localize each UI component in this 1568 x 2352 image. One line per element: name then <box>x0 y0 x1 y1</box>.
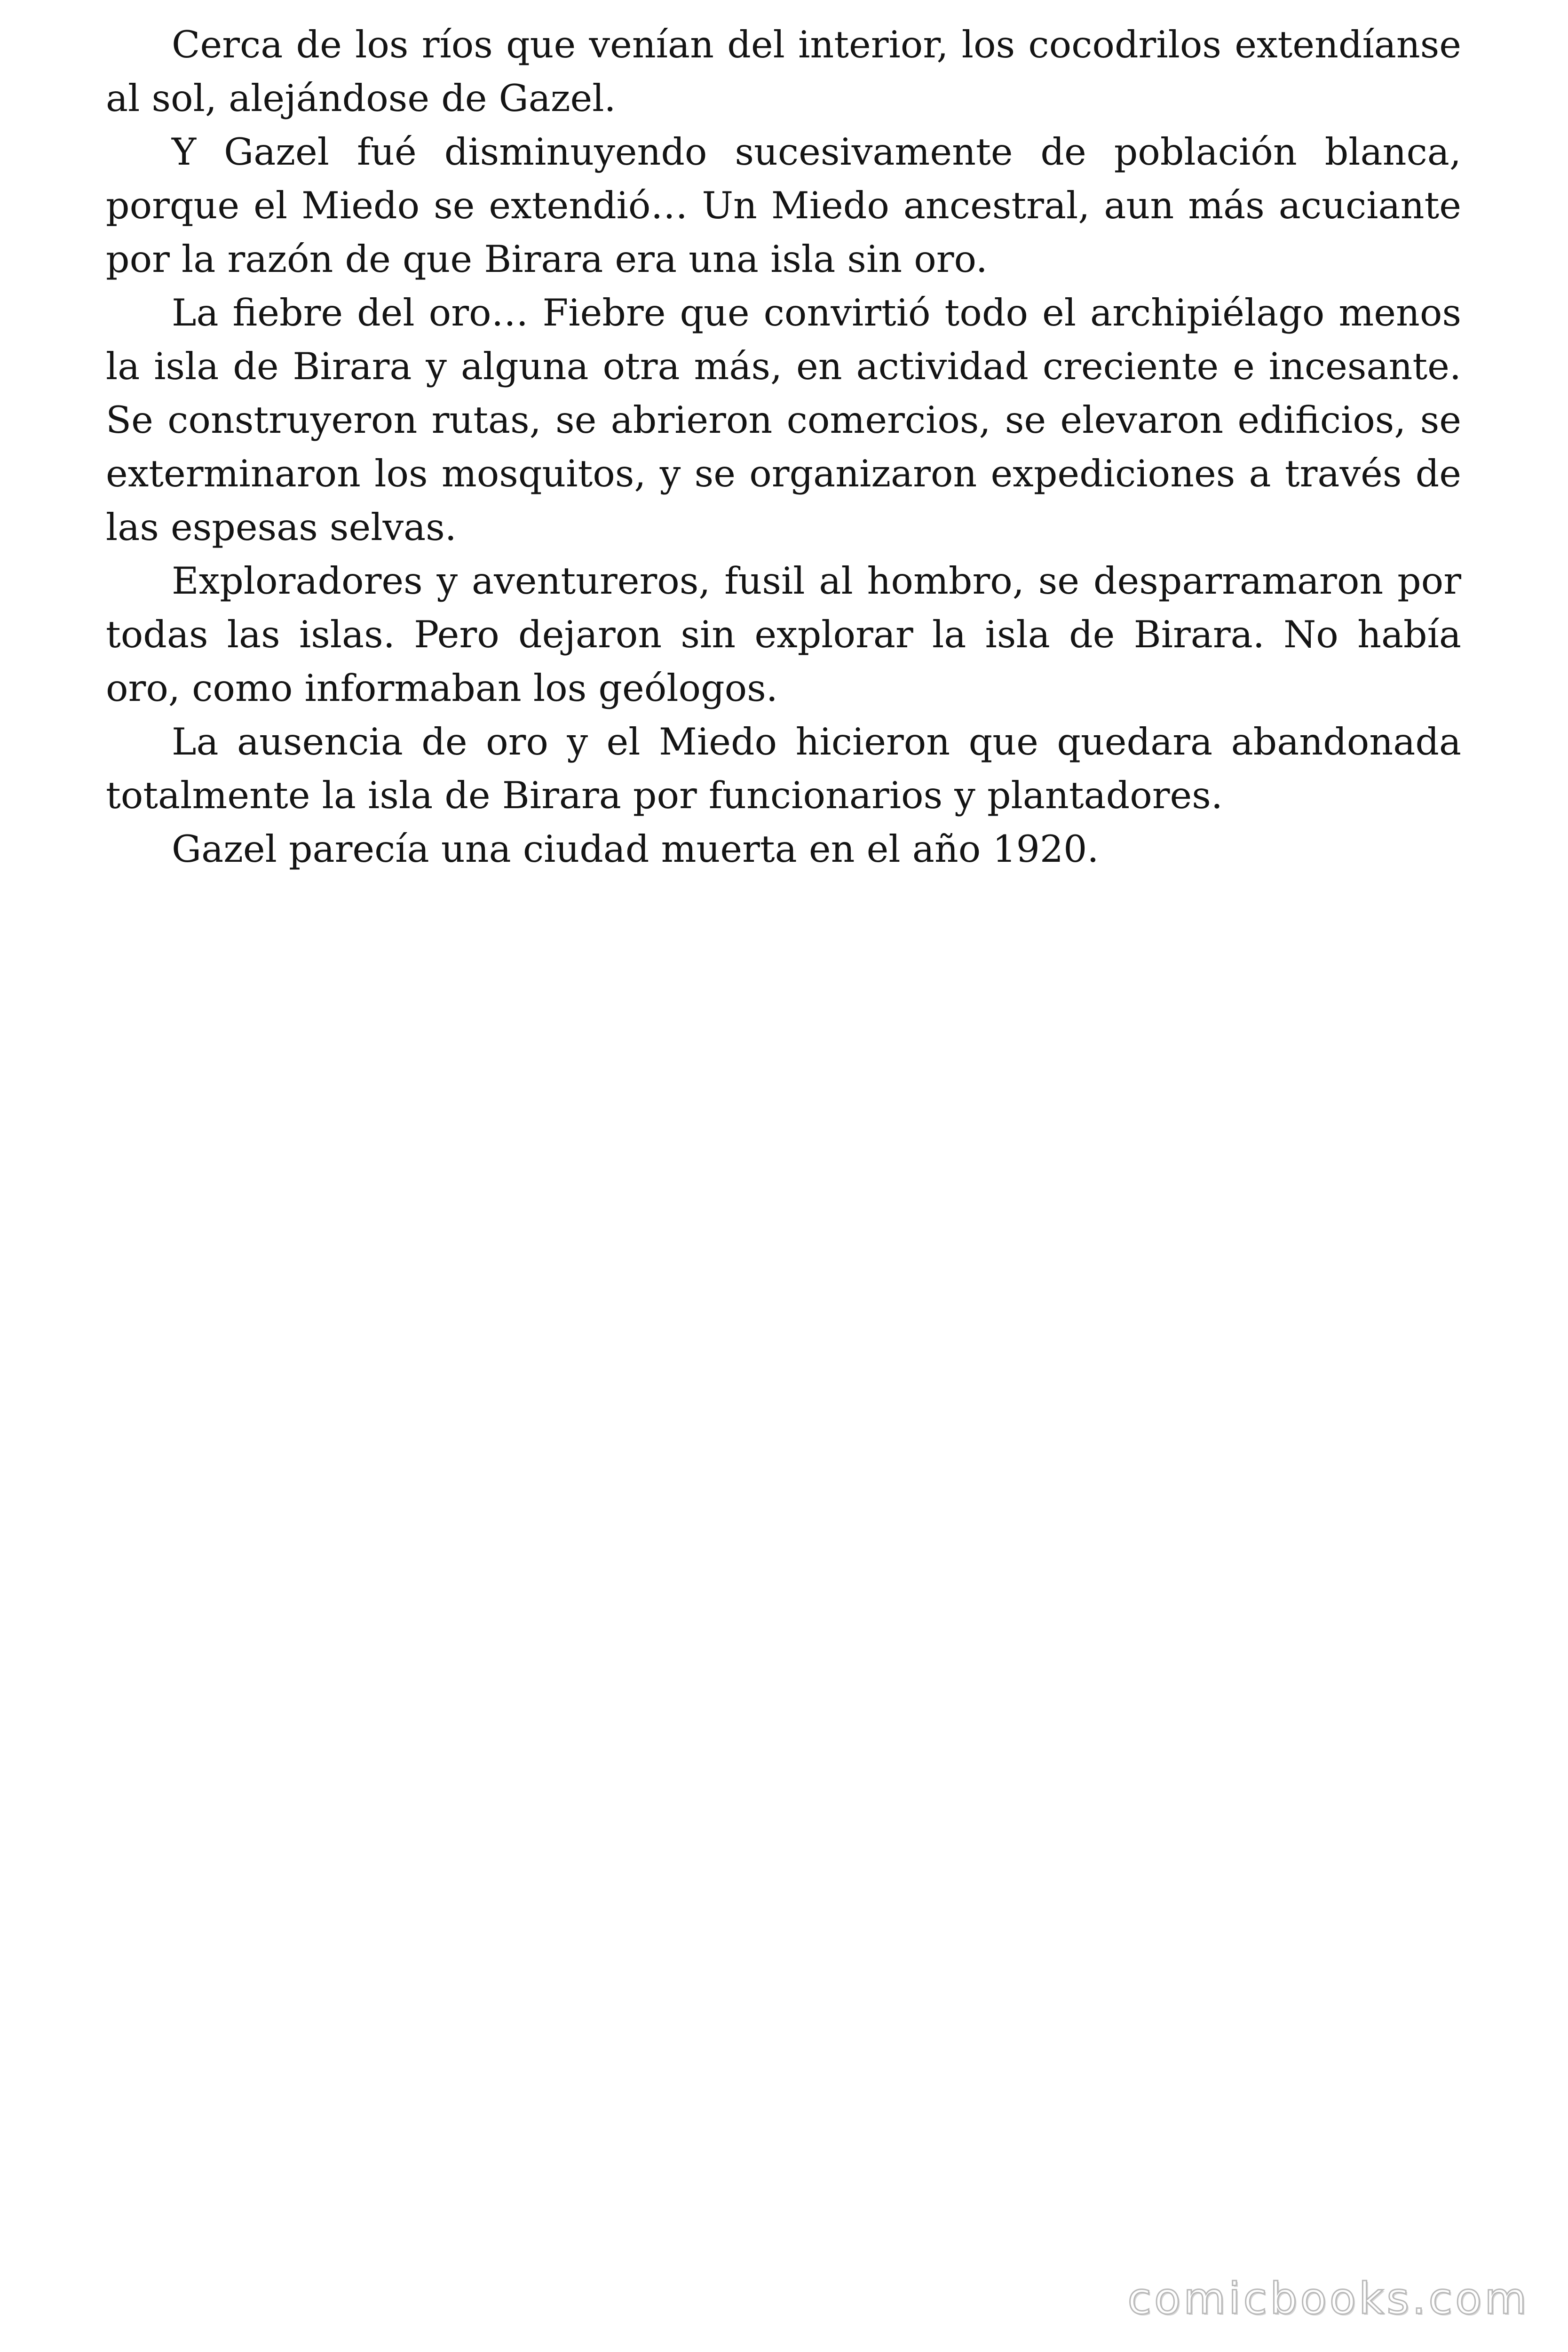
paragraph: Cerca de los ríos que venían del interior, los cocodrilos extendíanse al sol, alejándose de Gazel. <box>106 23 1461 120</box>
paragraph: La ausencia de oro y el Miedo hicieron que quedara abandonada totalmente la isla de Birara por funcionarios y plantadores. <box>106 720 1461 817</box>
paragraph: La fiebre del oro… Fiebre que convirtió todo el archipiélago menos la isla de Birara y alguna otra más, en actividad creciente e incesante. Se construyeron rutas, se abrieron comercios, se elevaron edificios, se exterminaron los mosquitos, y se organizaron expediciones a través de las espesas selvas. <box>106 291 1461 549</box>
watermark: comicbooks.com <box>1127 2273 1529 2324</box>
paragraph: Y Gazel fué disminuyendo sucesivamente de población blanca, porque el Miedo se extendió… Un Miedo ancestral, aun más acuciante por la razón de que Birara era una isla sin oro. <box>106 130 1461 281</box>
paragraph: Gazel parecía una ciudad muerta en el año 1920. <box>172 827 1099 871</box>
page-text <box>106 18 1461 876</box>
paragraph: Exploradores y aventureros, fusil al hombro, se desparramaron por todas las islas. Pero dejaron sin explorar la isla de Birara. No había oro, como informaban los geólogos. <box>106 559 1461 710</box>
